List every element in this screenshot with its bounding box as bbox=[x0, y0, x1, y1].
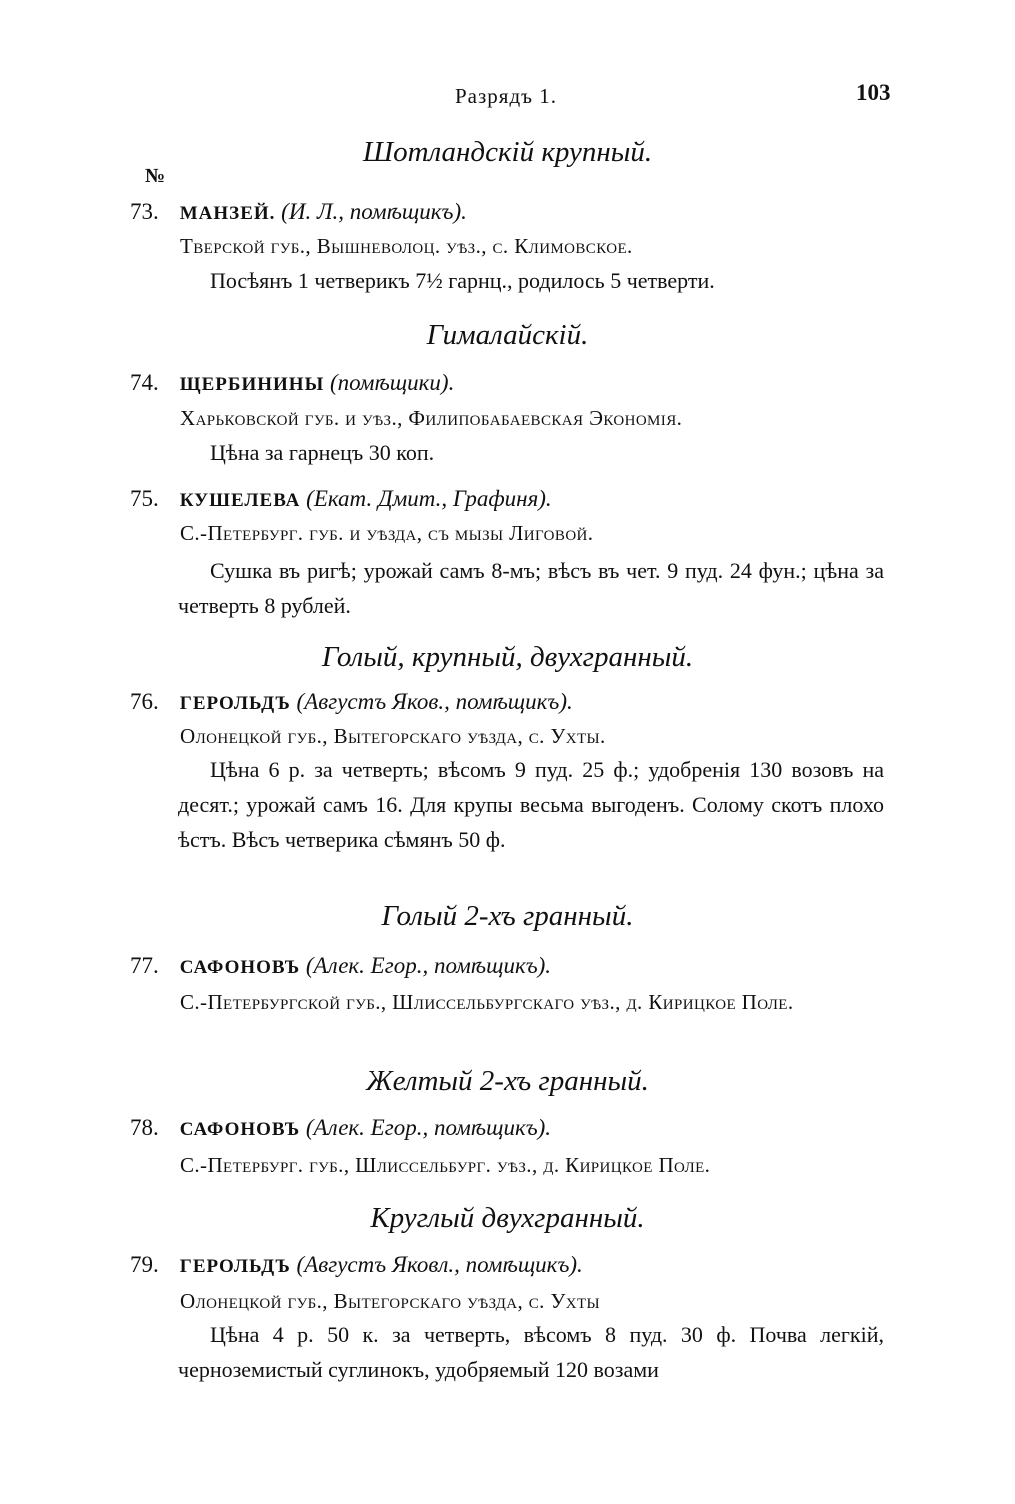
entry-header bbox=[130, 1249, 583, 1283]
entry-name: САФОНОВЪ bbox=[179, 957, 301, 978]
entry-location: Олонецкой губ., Вытегорскаго уѣзда, с. Ухты bbox=[180, 1289, 600, 1313]
entry-name: ГЕРОЛЬДЪ bbox=[179, 1256, 291, 1277]
section-heading: Голый 2-хъ гранный. bbox=[381, 900, 634, 932]
entry-name: МАНЗЕЙ. bbox=[179, 203, 276, 224]
section-heading: Желтый 2-хъ гранный. bbox=[366, 1065, 649, 1097]
entry-header bbox=[130, 950, 551, 984]
entry-note: Цѣна 6 р. за четверть; вѣсомъ 9 пуд. 25 ф.; удобренія 130 возовъ на десят.; урожай самъ 16. Для крупы весьма выгоденъ. Солому скотъ плохо ѣстъ. Вѣсъ четверика сѣмянъ 50 ф. bbox=[178, 757, 884, 852]
entry-number: 74. bbox=[130, 370, 159, 395]
section-heading: Гималайскій. bbox=[426, 319, 589, 351]
number-sign: № bbox=[145, 165, 166, 187]
entry-location: Олонецкой губ., Вытегорскаго уѣзда, с. Ухты. bbox=[180, 724, 606, 748]
section-heading: Шотландскій крупный. bbox=[362, 136, 653, 168]
entry-details: (помѣщики). bbox=[329, 370, 455, 395]
entry-number: 76. bbox=[130, 689, 159, 714]
entry-number: 77. bbox=[130, 953, 159, 978]
entry-number: 78. bbox=[130, 1115, 159, 1140]
section-heading: Голый, крупный, двухгранный. bbox=[321, 641, 694, 673]
entry-details: (И. Л., помѣщикъ). bbox=[281, 199, 467, 224]
running-title: Разрядъ 1. bbox=[455, 84, 557, 108]
entry-header bbox=[130, 686, 573, 720]
section-heading: Круглый двухгранный. bbox=[370, 1202, 645, 1234]
entry-location: С.-Петербургской губ., Шлиссельбургскаго уѣз., д. Кирицкое Поле. bbox=[180, 990, 794, 1014]
entry-details: (Алек. Егор., помѣщикъ). bbox=[305, 1115, 552, 1140]
entry-location: Харьковской губ. и уѣз., Филипобабаевская Экономія. bbox=[180, 406, 683, 430]
entry-note: Посѣянъ 1 четверикъ 7½ гарнц., родилось 5 четверти. bbox=[210, 268, 715, 293]
entry-header bbox=[130, 367, 454, 401]
entry-note: Сушка въ ригѣ; урожай самъ 8-мъ; вѣсъ въ чет. 9 пуд. 24 фун.; цѣна за четверть 8 рублей. bbox=[178, 558, 884, 618]
entry-name: КУШЕЛЕВА bbox=[179, 490, 301, 511]
entry-number: 79. bbox=[130, 1252, 159, 1277]
entry-header bbox=[130, 1112, 551, 1146]
entry-number: 73. bbox=[130, 199, 159, 224]
entry-header bbox=[130, 196, 467, 230]
entry-details: (Августъ Яковл., помѣщикъ). bbox=[296, 1252, 583, 1277]
entry-location: С.-Петербург. губ. и уѣзда, съ мызы Лиговой. bbox=[180, 521, 594, 545]
entry-details: (Алек. Егор., помѣщикъ). bbox=[305, 953, 552, 978]
page-number: 103 bbox=[856, 80, 891, 105]
entry-name: ЩЕРБИНИНЫ bbox=[179, 374, 325, 395]
entry-note: Цѣна за гарнецъ 30 коп. bbox=[210, 440, 435, 465]
entry-number: 75. bbox=[130, 486, 159, 511]
entry-name: САФОНОВЪ bbox=[179, 1119, 301, 1140]
entry-name: ГЕРОЛЬДЪ bbox=[179, 693, 291, 714]
entry-details: (Августъ Яков., помѣщикъ). bbox=[296, 689, 573, 714]
entry-details: (Екат. Дмит., Графиня). bbox=[306, 486, 552, 511]
entry-note: Цѣна 4 р. 50 к. за четверть, вѣсомъ 8 пуд. 30 ф. Почва легкій, черноземистый суглинокъ, удобряемый 120 возами bbox=[178, 1322, 884, 1382]
entry-location: С.-Петербург. губ., Шлиссельбург. уѣз., д. Кирицкое Поле. bbox=[180, 1153, 711, 1177]
entry-header bbox=[130, 483, 552, 517]
entry-location: Тверской губ., Вышневолоц. уѣз., с. Климовское. bbox=[180, 234, 633, 258]
